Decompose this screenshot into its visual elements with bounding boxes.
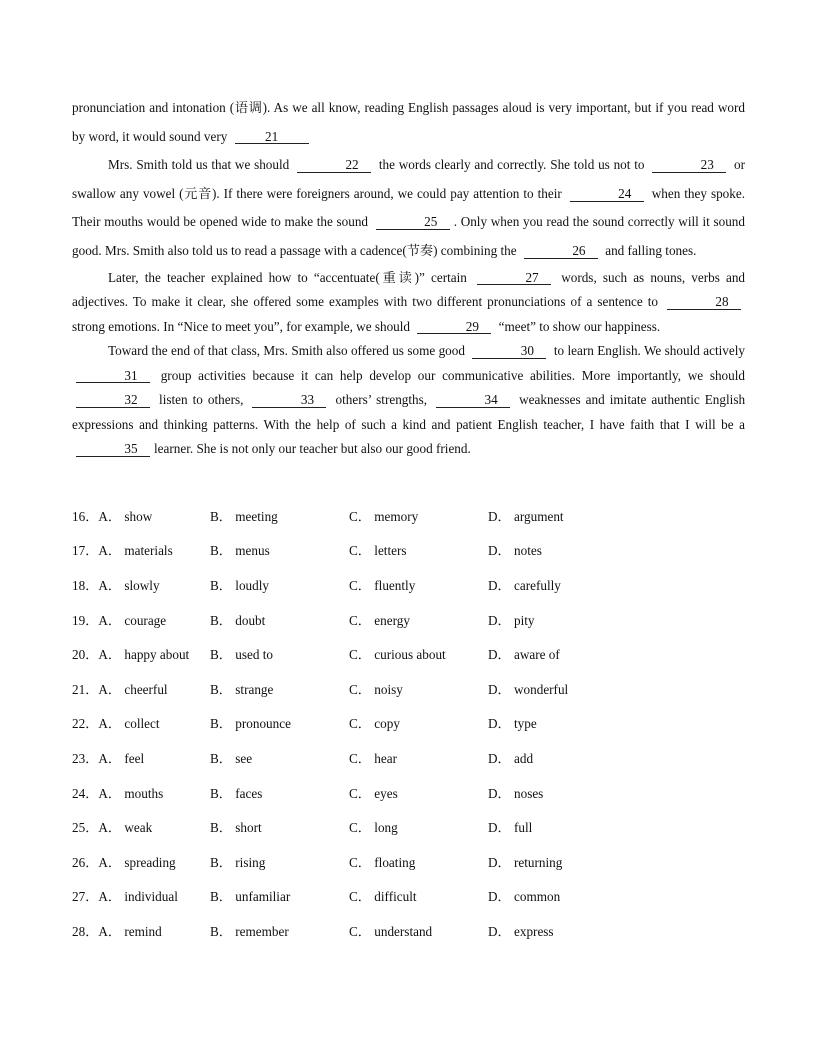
option-c: C． fluently xyxy=(349,577,416,593)
option-a: A． show xyxy=(98,508,153,524)
passage-text: Mrs. Smith told us that we should xyxy=(108,157,290,173)
blank-29: 29 xyxy=(417,320,491,335)
blank-32: 32 xyxy=(76,393,150,408)
option-a: A． feel xyxy=(98,750,145,766)
question-row xyxy=(72,740,745,775)
question-row xyxy=(72,671,745,706)
question-number: 24． xyxy=(72,785,99,801)
option-a: A． slowly xyxy=(98,577,160,593)
passage-text: others’ strengths, xyxy=(335,392,428,408)
passage-text: pronunciation and intonation (语调). As we all know, reading English passages aloud is very important, but if you read word by word, it would sound very xyxy=(72,100,745,144)
blank-33: 33 xyxy=(252,393,326,408)
passage-text: weaknesses and imitate authentic English expressions and thinking patterns. With the help of such a kind and patient English teacher, I have faith that I will be a xyxy=(72,392,746,432)
option-b: B． unfamiliar xyxy=(210,889,291,905)
blank-35: 35 xyxy=(76,442,150,457)
blank-31: 31 xyxy=(76,369,150,384)
option-b: B． rising xyxy=(210,854,266,870)
option-d: D． carefully xyxy=(488,577,561,593)
question-number: 23． xyxy=(72,750,99,766)
question-row xyxy=(72,879,745,914)
option-d: D． wonderful xyxy=(488,681,569,697)
question-number: 25． xyxy=(72,820,99,836)
question-number: 28． xyxy=(72,923,99,939)
option-d: D． add xyxy=(488,750,534,766)
option-c: C． hear xyxy=(349,750,397,766)
option-a: A． materials xyxy=(98,543,173,559)
passage-text: or swallow any vowel (元音). If there were foreigners around, we could pay attention to their xyxy=(72,157,746,201)
option-c: C． eyes xyxy=(349,785,398,801)
blank-22: 22 xyxy=(297,158,371,173)
option-d: D． full xyxy=(488,820,533,836)
option-a: A． individual xyxy=(98,889,178,905)
option-b: B． see xyxy=(210,750,253,766)
option-a: A． happy about xyxy=(98,647,190,663)
option-c: C． long xyxy=(349,820,398,836)
passage-text: strong emotions. In “Nice to meet you”, for example, we should xyxy=(72,318,411,334)
passage-text: when they spoke. Their mouths would be opened wide to make the sound xyxy=(72,185,746,230)
blank-24: 24 xyxy=(570,187,644,202)
question-number: 16． xyxy=(72,508,99,524)
passage-paragraph-4 xyxy=(72,339,745,462)
question-row xyxy=(72,602,745,637)
question-row xyxy=(72,567,745,602)
question-row xyxy=(72,706,745,741)
passage-text: “meet” to show our happiness. xyxy=(498,318,661,334)
option-c: C． floating xyxy=(349,854,416,870)
question-row xyxy=(72,844,745,879)
blank-25: 25 xyxy=(376,215,450,230)
option-c: C． noisy xyxy=(349,681,403,697)
question-row xyxy=(72,775,745,810)
blank-27: 27 xyxy=(477,271,551,286)
option-a: A． courage xyxy=(98,612,167,628)
question-number: 21． xyxy=(72,681,99,697)
option-d: D． returning xyxy=(488,854,563,870)
passage-text: and falling tones. xyxy=(605,242,697,258)
question-row xyxy=(72,636,745,671)
question-row xyxy=(72,533,745,568)
passage-paragraph-3 xyxy=(72,266,745,340)
option-d: D． common xyxy=(488,889,561,905)
option-c: C． difficult xyxy=(349,889,417,905)
blank-23: 23 xyxy=(652,158,726,173)
blank-30: 30 xyxy=(472,344,546,359)
option-a: A． spreading xyxy=(98,854,176,870)
option-d: D． aware of xyxy=(488,647,560,663)
passage-text: Later, the teacher explained how to “accentuate(重读)” certain xyxy=(108,269,467,285)
question-number: 20． xyxy=(72,647,99,663)
option-c: C． energy xyxy=(349,612,410,628)
question-number: 18． xyxy=(72,577,99,593)
option-a: A． weak xyxy=(98,820,153,836)
question-number: 17． xyxy=(72,543,99,559)
question-row xyxy=(72,913,745,948)
option-d: D． noses xyxy=(488,785,544,801)
option-c: C． letters xyxy=(349,543,407,559)
passage-text: the words clearly and correctly. She told us not to xyxy=(378,157,645,173)
passage-text: listen to others, xyxy=(159,392,244,408)
option-a: A． mouths xyxy=(98,785,164,801)
passage xyxy=(72,94,745,462)
option-a: A． cheerful xyxy=(98,681,168,697)
option-b: B． faces xyxy=(210,785,263,801)
passage-text: group activities because it can help develop our communicative abilities. More importantly, we should xyxy=(160,367,745,383)
passage-text: to learn English. We should actively xyxy=(553,343,746,359)
question-row xyxy=(72,498,745,533)
passage-paragraph-1 xyxy=(72,94,745,151)
question-number: 26． xyxy=(72,854,99,870)
question-number: 22． xyxy=(72,716,99,732)
option-b: B． menus xyxy=(210,543,270,559)
question-row xyxy=(72,809,745,844)
passage-text: words, such as nouns, verbs and adjectives. To make it clear, she offered some examples with two different pronunciations of a sentence to xyxy=(72,269,746,310)
option-b: B． used to xyxy=(210,647,274,663)
passage-text: Toward the end of that class, Mrs. Smith also offered us some good xyxy=(108,343,465,359)
passage-text: . Only when you read the sound correctly will it sound good. Mrs. Smith also told us to read a passage with a cadence(节奏) combining the xyxy=(72,214,745,258)
option-b: B． doubt xyxy=(210,612,266,628)
question-number: 19． xyxy=(72,612,99,628)
question-options xyxy=(72,498,745,948)
option-d: D． notes xyxy=(488,543,542,559)
option-c: C． understand xyxy=(349,923,433,939)
passage-paragraph-2 xyxy=(72,151,745,265)
blank-26: 26 xyxy=(524,244,598,259)
option-d: D． pity xyxy=(488,612,535,628)
option-d: D． type xyxy=(488,716,537,732)
blank-21: 21 xyxy=(235,130,309,145)
option-b: B． meeting xyxy=(210,508,278,524)
question-number: 27． xyxy=(72,889,99,905)
option-b: B． pronounce xyxy=(210,716,291,732)
option-c: C． curious about xyxy=(349,647,446,663)
option-a: A． collect xyxy=(98,716,160,732)
option-b: B． short xyxy=(210,820,262,836)
option-c: C． copy xyxy=(349,716,400,732)
option-d: D． express xyxy=(488,923,554,939)
option-b: B． loudly xyxy=(210,577,269,593)
passage-text: learner. She is not only our teacher but also our good friend. xyxy=(154,441,471,457)
option-d: D． argument xyxy=(488,508,564,524)
option-c: C． memory xyxy=(349,508,419,524)
option-a: A． remind xyxy=(98,923,162,939)
option-b: B． strange xyxy=(210,681,274,697)
option-b: B． remember xyxy=(210,923,289,939)
blank-28: 28 xyxy=(667,295,741,310)
blank-34: 34 xyxy=(436,393,510,408)
